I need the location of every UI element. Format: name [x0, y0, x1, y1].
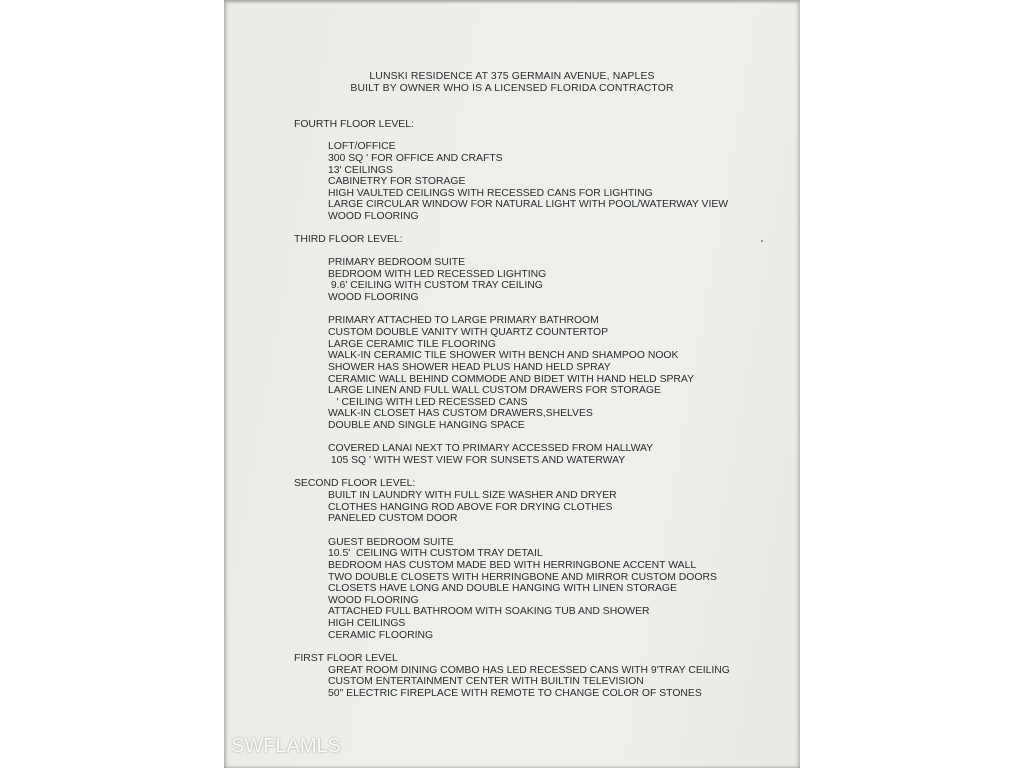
list-item: BUILT IN LAUNDRY WITH FULL SIZE WASHER AND DRYER: [328, 490, 617, 501]
list-item: HIGH VAULTED CEILINGS WITH RECESSED CANS FOR LIGHTING: [328, 188, 653, 199]
list-item: 105 SQ ' WITH WEST VIEW FOR SUNSETS AND WATERWAY: [328, 455, 626, 466]
list-item: 13' CEILINGS: [328, 165, 393, 176]
paper-speck: [761, 240, 763, 242]
list-item: GUEST BEDROOM SUITE: [328, 537, 454, 548]
section-heading-second-floor: SECOND FLOOR LEVEL:: [294, 478, 416, 489]
list-item: CLOTHES HANGING ROD ABOVE FOR DRYING CLOTHES: [328, 502, 613, 513]
section-heading-first-floor: FIRST FLOOR LEVEL: [294, 653, 398, 664]
section-heading-third-floor: THIRD FLOOR LEVEL:: [294, 234, 403, 245]
list-item: PANELED CUSTOM DOOR: [328, 513, 458, 524]
background-left: [0, 0, 224, 768]
list-item: 50" ELECTRIC FIREPLACE WITH REMOTE TO CHANGE COLOR OF STONES: [328, 688, 702, 699]
list-item: CUSTOM ENTERTAINMENT CENTER WITH BUILTIN TELEVISION: [328, 676, 644, 687]
section-heading-fourth-floor: FOURTH FLOOR LEVEL:: [294, 119, 414, 130]
list-item: BEDROOM HAS CUSTOM MADE BED WITH HERRINGBONE ACCENT WALL: [328, 560, 697, 571]
list-item: GREAT ROOM DINING COMBO HAS LED RECESSED CANS WITH 9'TRAY CEILING: [328, 665, 730, 676]
list-item: WOOD FLOORING: [328, 211, 419, 222]
list-item: TWO DOUBLE CLOSETS WITH HERRINGBONE AND MIRROR CUSTOM DOORS: [328, 572, 717, 583]
list-item: LARGE CERAMIC TILE FLOORING: [328, 339, 496, 350]
list-item: DOUBLE AND SINGLE HANGING SPACE: [328, 420, 525, 431]
watermark-text: SWFLAMLS: [231, 735, 342, 757]
list-item: BEDROOM WITH LED RECESSED LIGHTING: [328, 269, 547, 280]
paper-top-edge: [224, 0, 800, 4]
list-item: ' CEILING WITH LED RECESSED CANS: [328, 397, 528, 408]
list-item: WALK-IN CLOSET HAS CUSTOM DRAWERS,SHELVES: [328, 408, 593, 419]
list-item: WOOD FLOORING: [328, 292, 419, 303]
document-title-line-2: BUILT BY OWNER WHO IS A LICENSED FLORIDA CONTRACTOR: [350, 83, 674, 94]
list-item: ATTACHED FULL BATHROOM WITH SOAKING TUB AND SHOWER: [328, 606, 650, 617]
list-item: CERAMIC WALL BEHIND COMMODE AND BIDET WITH HAND HELD SPRAY: [328, 374, 695, 385]
list-item: CUSTOM DOUBLE VANITY WITH QUARTZ COUNTERTOP: [328, 327, 608, 338]
list-item: WOOD FLOORING: [328, 595, 419, 606]
list-item: CABINETRY FOR STORAGE: [328, 176, 466, 187]
list-item: PRIMARY ATTACHED TO LARGE PRIMARY BATHROOM: [328, 315, 599, 326]
list-item: PRIMARY BEDROOM SUITE: [328, 257, 466, 268]
list-item: LOFT/OFFICE: [328, 141, 396, 152]
list-item: 9.6' CEILING WITH CUSTOM TRAY CEILING: [328, 280, 543, 291]
list-item: SHOWER HAS SHOWER HEAD PLUS HAND HELD SPRAY: [328, 362, 611, 373]
background-right: [800, 0, 1024, 768]
list-item: 10.5' CEILING WITH CUSTOM TRAY DETAIL: [328, 548, 543, 559]
list-item: LARGE CIRCULAR WINDOW FOR NATURAL LIGHT WITH POOL/WATERWAY VIEW: [328, 199, 729, 210]
list-item: WALK-IN CERAMIC TILE SHOWER WITH BENCH AND SHAMPOO NOOK: [328, 350, 679, 361]
list-item: 300 SQ ' FOR OFFICE AND CRAFTS: [328, 153, 503, 164]
list-item: CLOSETS HAVE LONG AND DOUBLE HANGING WITH LINEN STORAGE: [328, 583, 677, 594]
list-item: CERAMIC FLOORING: [328, 630, 434, 641]
document-title-line-1: LUNSKI RESIDENCE AT 375 GERMAIN AVENUE, NAPLES: [369, 71, 655, 82]
list-item: HIGH CEILINGS: [328, 618, 406, 629]
list-item: LARGE LINEN AND FULL WALL CUSTOM DRAWERS FOR STORAGE: [328, 385, 661, 396]
list-item: COVERED LANAI NEXT TO PRIMARY ACCESSED FROM HALLWAY: [328, 443, 654, 454]
